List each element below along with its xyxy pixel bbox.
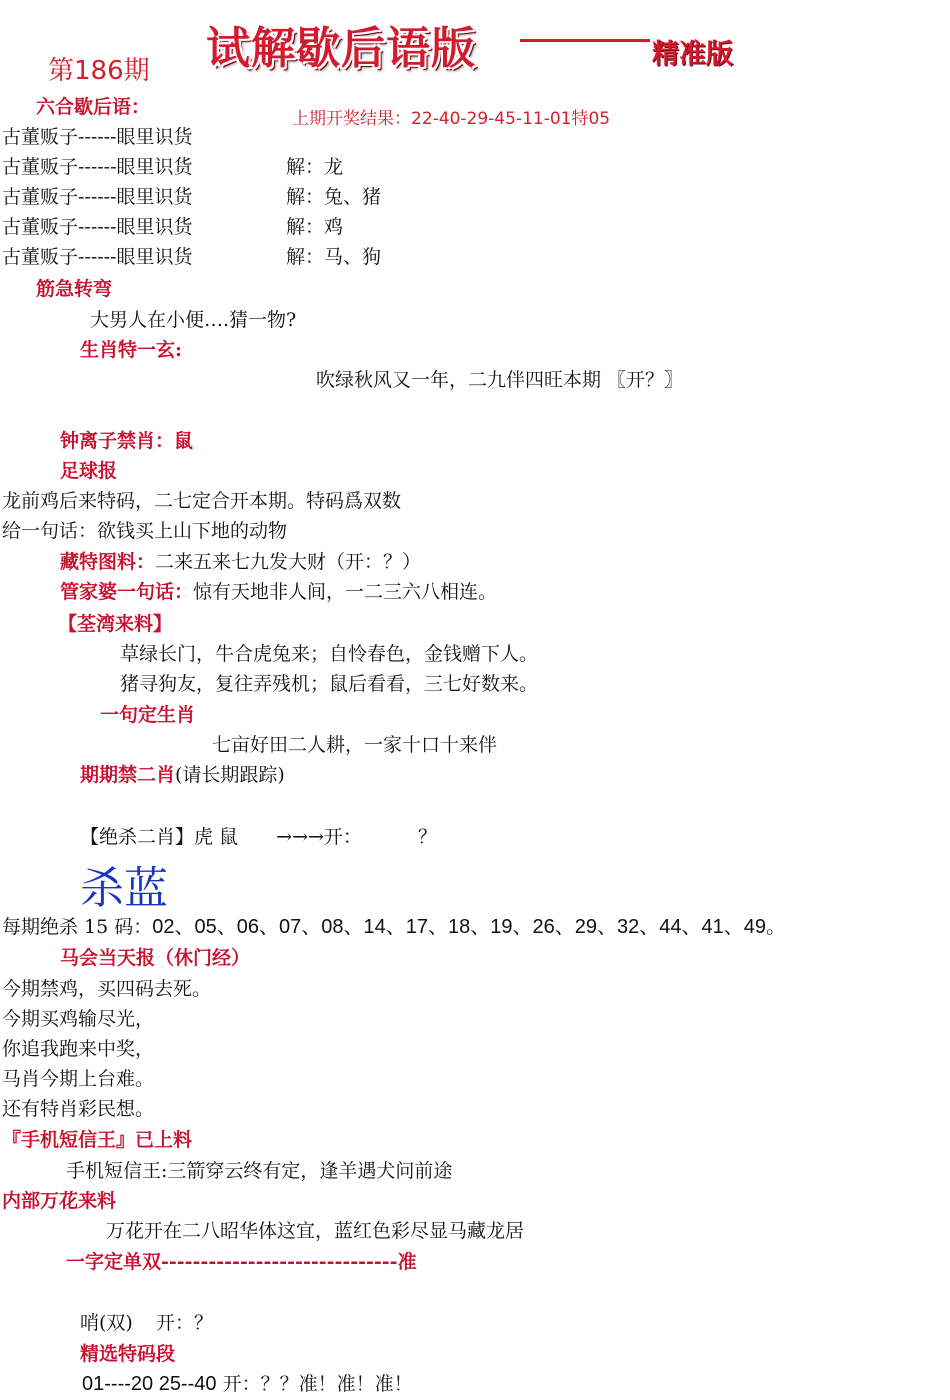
- sms-king-heading: 『手机短信王』已上料: [2, 1129, 193, 1151]
- kill-two-text: 虎 鼠: [194, 826, 239, 848]
- issue-number: 第186期: [48, 56, 150, 86]
- kill-two-label: 【绝杀二肖】: [80, 826, 195, 848]
- page-title-suffix: 精准版: [652, 39, 733, 70]
- jockey-line: 还有特肖彩民想。: [2, 1098, 155, 1120]
- selected-range-row: [82, 1373, 413, 1395]
- one-sentence-heading: 一句定生肖: [100, 704, 196, 726]
- xiehouyu-phrase: 古董贩子------眼里识货: [2, 156, 193, 178]
- housekeeper-text: 惊有天地非人间，一二三六八相连。: [193, 581, 498, 603]
- kill-blue-title: 杀蓝: [80, 863, 168, 914]
- page-title: 试解歇后语版: [206, 23, 476, 74]
- hidden-chart-text: 二来五来七九发大财（开：？）: [155, 551, 422, 573]
- arrow-icon: →→→开：: [276, 826, 362, 848]
- title-dashes-divider: [520, 28, 650, 42]
- last-draw-result: 上期开奖结果：22-40-29-45-11-01特05: [292, 109, 611, 129]
- ban-two-row: [80, 764, 285, 786]
- xiehouyu-heading: 六合歇后语：: [36, 96, 151, 118]
- quanwan-line: 猪寻狗友，复往弄残机；鼠后看看，三七好数来。: [120, 673, 539, 695]
- wanhua-text: 万花开在二八昭华体这宜，蓝红色彩尽显马藏龙居: [106, 1220, 525, 1242]
- xiehouyu-answer: 解：兔、猪: [286, 186, 382, 208]
- selected-range-heading: 精选特码段: [80, 1343, 176, 1365]
- single-double-open: 开：？: [156, 1312, 214, 1334]
- one-sentence-text: 七亩好田二人耕，一家十口十来伴: [212, 734, 498, 756]
- ban-two-heading: 期期禁二肖: [80, 764, 176, 786]
- kill-15-numbers: 02、05、06、07、08、14、17、18、19、26、29、32、44、41、49。: [152, 916, 786, 938]
- jockey-line: 今期禁鸡，买四码去死。: [2, 978, 212, 1000]
- wanhua-heading: 内部万花来料: [2, 1190, 117, 1212]
- hidden-chart-row: [60, 551, 421, 573]
- quanwan-line: 草绿长门，牛合虎兔来；自怜春色，金钱赠下人。: [120, 643, 539, 665]
- football-line: 龙前鸡后来特码，二七定合开本期。特码爲双数: [2, 490, 402, 512]
- quanwan-heading: 【荃湾来料】: [58, 613, 173, 635]
- zhongli-ban: 钟离子禁肖：鼠: [60, 430, 194, 452]
- zodiac-special-heading: 生肖特一玄:: [80, 339, 183, 361]
- housekeeper-row: [60, 581, 497, 603]
- zodiac-special-text: 吹绿秋风又一年，二九伴四旺本期 〖开？〗: [316, 369, 684, 391]
- ban-two-note: (请长期跟踪): [175, 764, 285, 786]
- football-heading: 足球报: [60, 460, 118, 482]
- single-double-heading: 一字定单双------------------------------准: [66, 1251, 417, 1273]
- sms-king-text: 手机短信王:三箭穿云终有定，逢羊遇犬问前途: [66, 1160, 453, 1182]
- xiehouyu-answer: 解：龙: [286, 156, 344, 178]
- xiehouyu-phrase: 古董贩子------眼里识货: [2, 126, 193, 148]
- single-double-answer: 哨(双): [80, 1312, 133, 1334]
- selected-range-values: 01----20 25--40: [82, 1373, 217, 1395]
- jockey-heading: 马会当天报（休门经）: [60, 947, 251, 969]
- brain-teaser-question: 大男人在小便….猜一物?: [90, 309, 297, 331]
- kill-two-result: ？: [418, 826, 438, 848]
- xiehouyu-answer: 解：马、狗: [286, 246, 382, 268]
- kill-15-row: [2, 916, 786, 938]
- xiehouyu-phrase: 古董贩子------眼里识货: [2, 246, 193, 268]
- jockey-line: 今期买鸡输尽光，: [2, 1008, 155, 1030]
- xiehouyu-phrase: 古董贩子------眼里识货: [2, 216, 193, 238]
- kill-two-row: [80, 826, 437, 848]
- jockey-line: 你追我跑来中奖，: [2, 1038, 155, 1060]
- xiehouyu-answer: 解：鸡: [286, 216, 344, 238]
- brain-teaser-heading: 筋急转弯: [36, 278, 113, 300]
- xiehouyu-phrase: 古董贩子------眼里识货: [2, 186, 193, 208]
- jockey-line: 马肖今期上台难。: [2, 1068, 155, 1090]
- housekeeper-label: 管家婆一句话：: [60, 581, 194, 603]
- football-line: 给一句话：欲钱买上山下地的动物: [2, 520, 288, 542]
- kill-15-label: 每期绝杀 15 码：: [2, 916, 153, 938]
- hidden-chart-label: 藏特图料：: [60, 551, 156, 573]
- selected-range-open: 开：？？准！准！准！: [222, 1373, 413, 1395]
